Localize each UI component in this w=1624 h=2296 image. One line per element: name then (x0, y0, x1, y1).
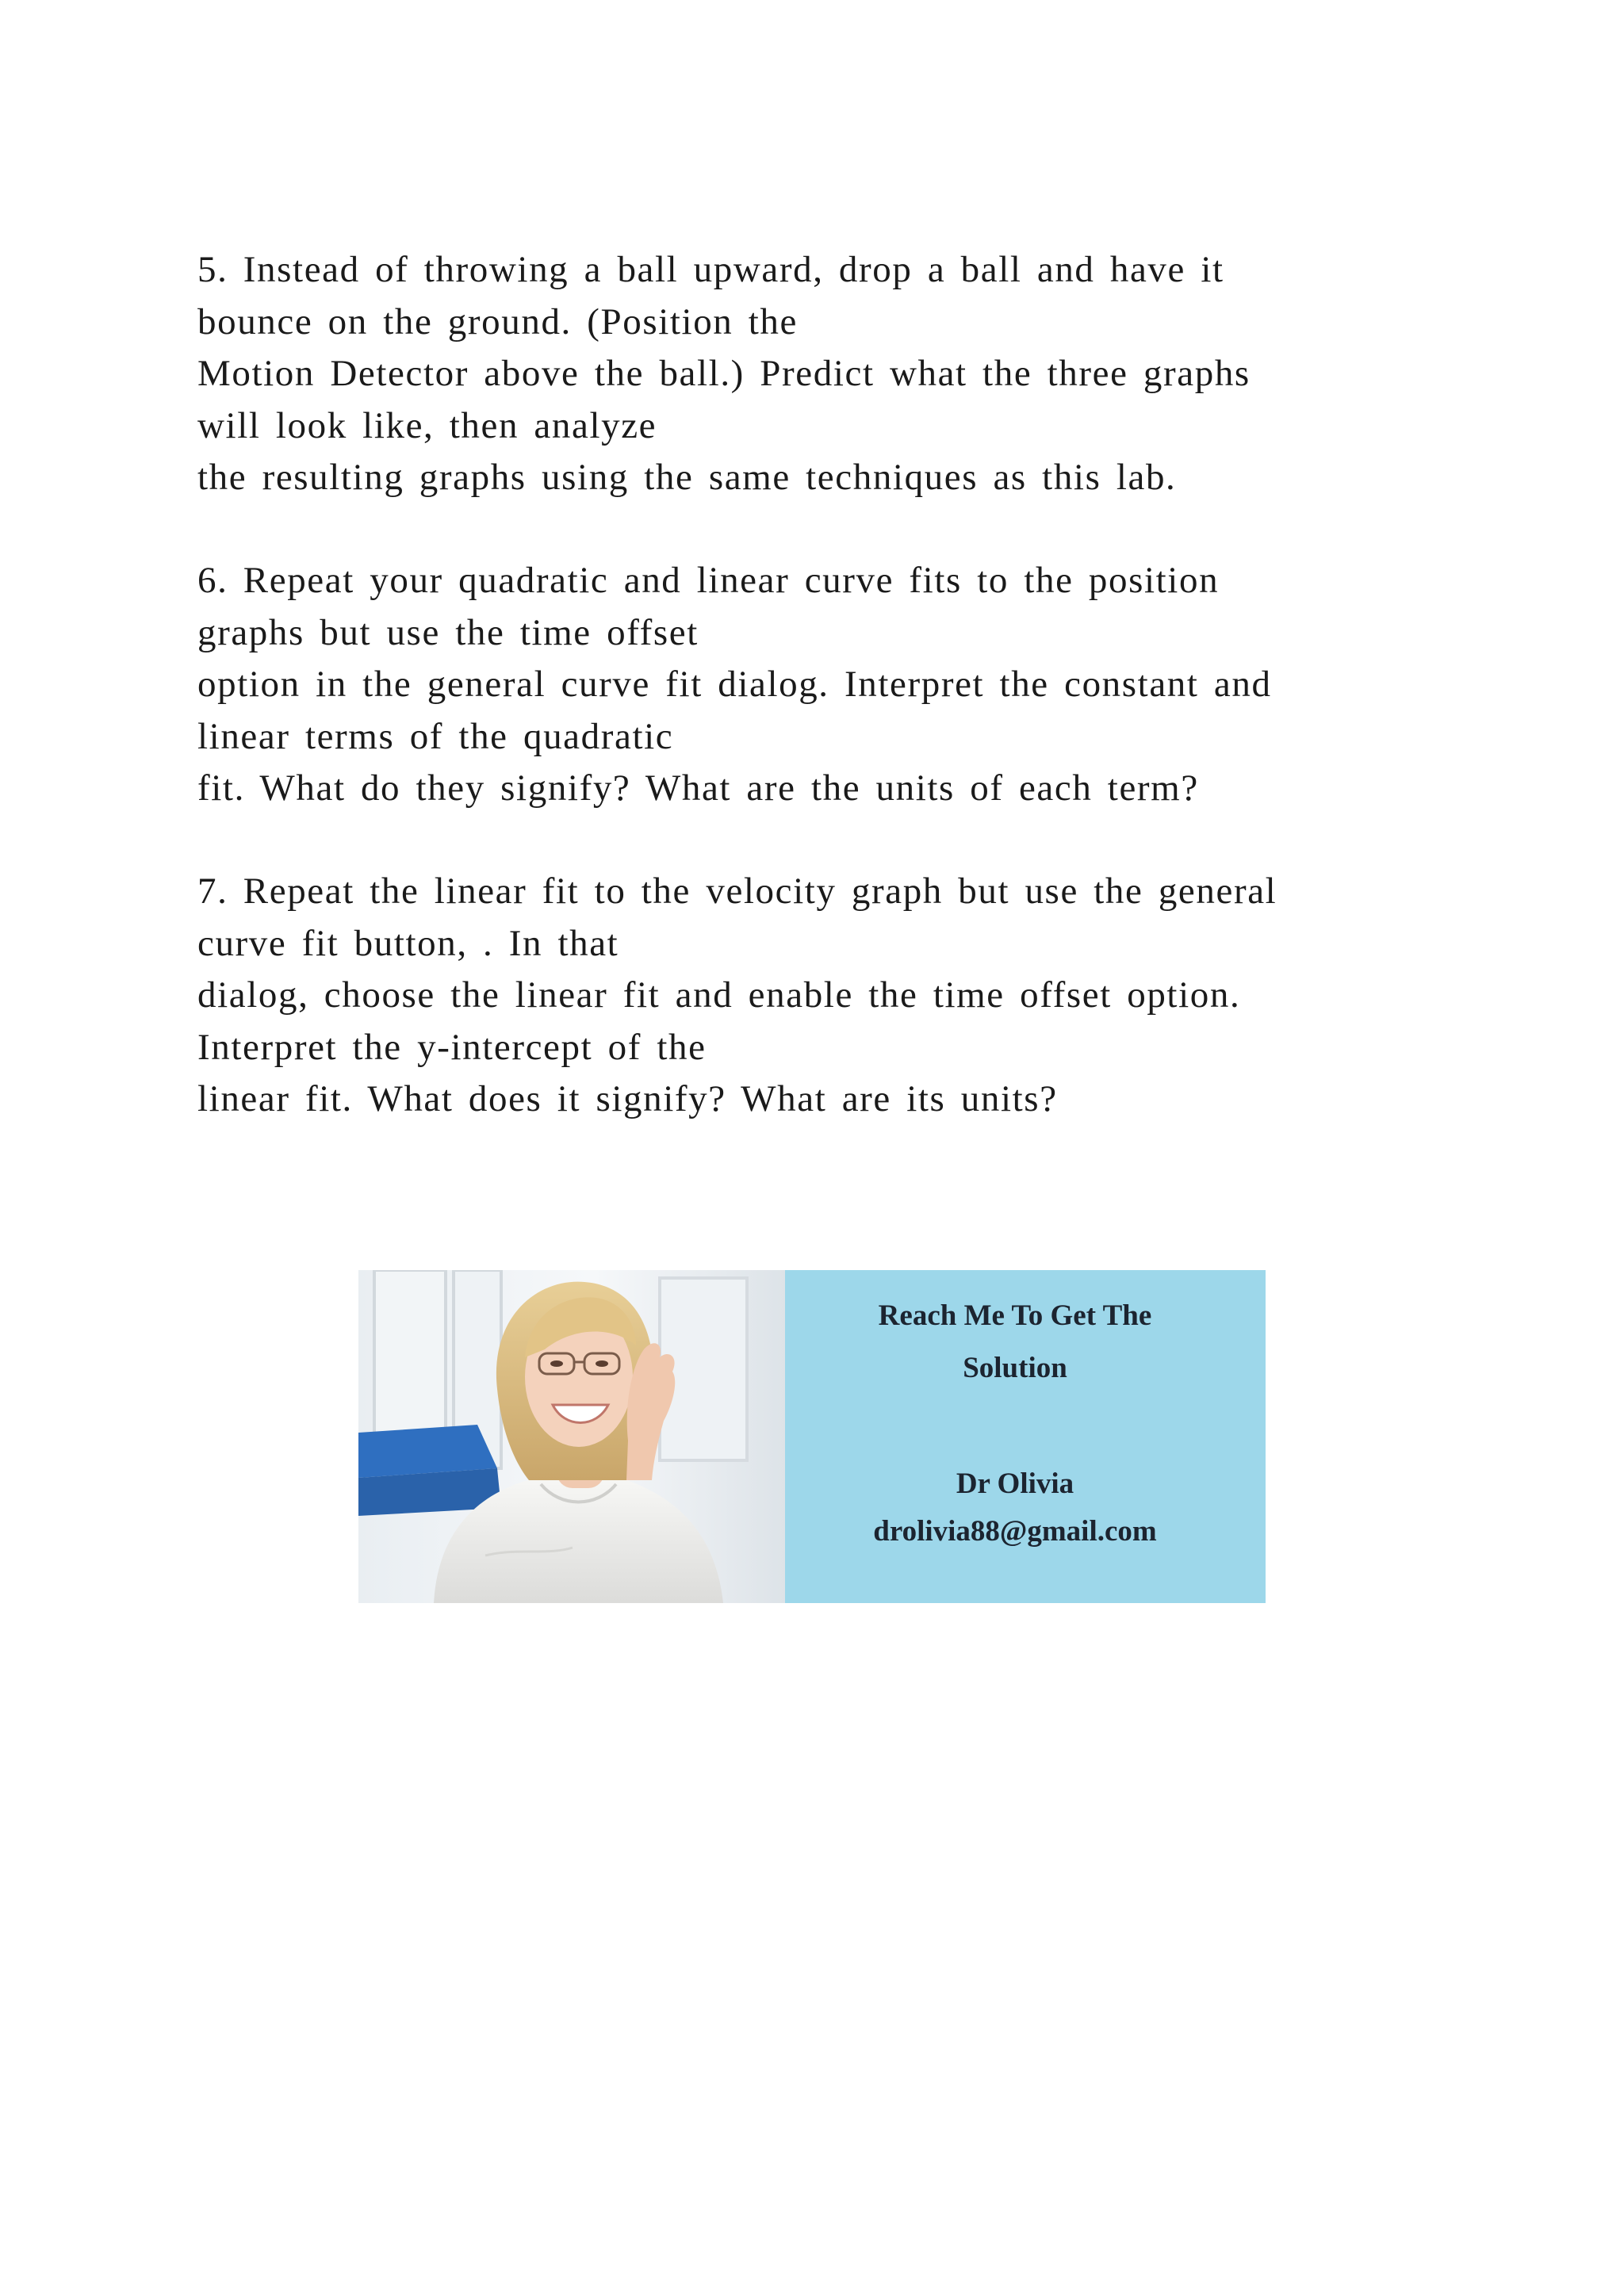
contact-name: Dr Olivia (956, 1468, 1074, 1500)
question-5 (197, 244, 1434, 504)
text-line: linear terms of the quadratic (197, 715, 674, 757)
text-line: graphs but use the time offset (197, 611, 699, 653)
text-line: 7. Repeat the linear fit to the velocity graph but use the general (197, 870, 1277, 912)
banner-heading-line1: Reach Me To Get The (878, 1299, 1152, 1332)
contact-email[interactable]: drolivia88@gmail.com (873, 1515, 1157, 1548)
text-line: Motion Detector above the ball.) Predict what the three graphs (197, 353, 1251, 395)
text-line: 5. Instead of throwing a ball upward, drop a ball and have it (197, 249, 1224, 290)
text-line: bounce on the ground. (Position the (197, 300, 798, 342)
text-line: curve fit button, . In that (197, 922, 619, 964)
text-line: fit. What do they signify? What are the units of each term? (197, 767, 1199, 809)
contact-info-panel (785, 1270, 1266, 1603)
question-7 (197, 866, 1434, 1126)
text-line: dialog, choose the linear fit and enable the time offset option. (197, 974, 1241, 1016)
contact-banner (358, 1270, 1266, 1603)
text-line: linear fit. What does it signify? What are its units? (197, 1078, 1058, 1120)
text-line: option in the general curve fit dialog. Interpret the constant and (197, 664, 1272, 706)
banner-heading-line2: Solution (963, 1352, 1067, 1384)
text-line: will look like, then analyze (197, 404, 657, 446)
text-line: the resulting graphs using the same techniques as this lab. (197, 457, 1177, 499)
text-line: Interpret the y-intercept of the (197, 1026, 707, 1068)
question-6 (197, 555, 1434, 815)
text-line: 6. Repeat your quadratic and linear curve fits to the position (197, 559, 1220, 601)
question-text (197, 244, 1434, 1177)
woman-photo (358, 1270, 785, 1603)
